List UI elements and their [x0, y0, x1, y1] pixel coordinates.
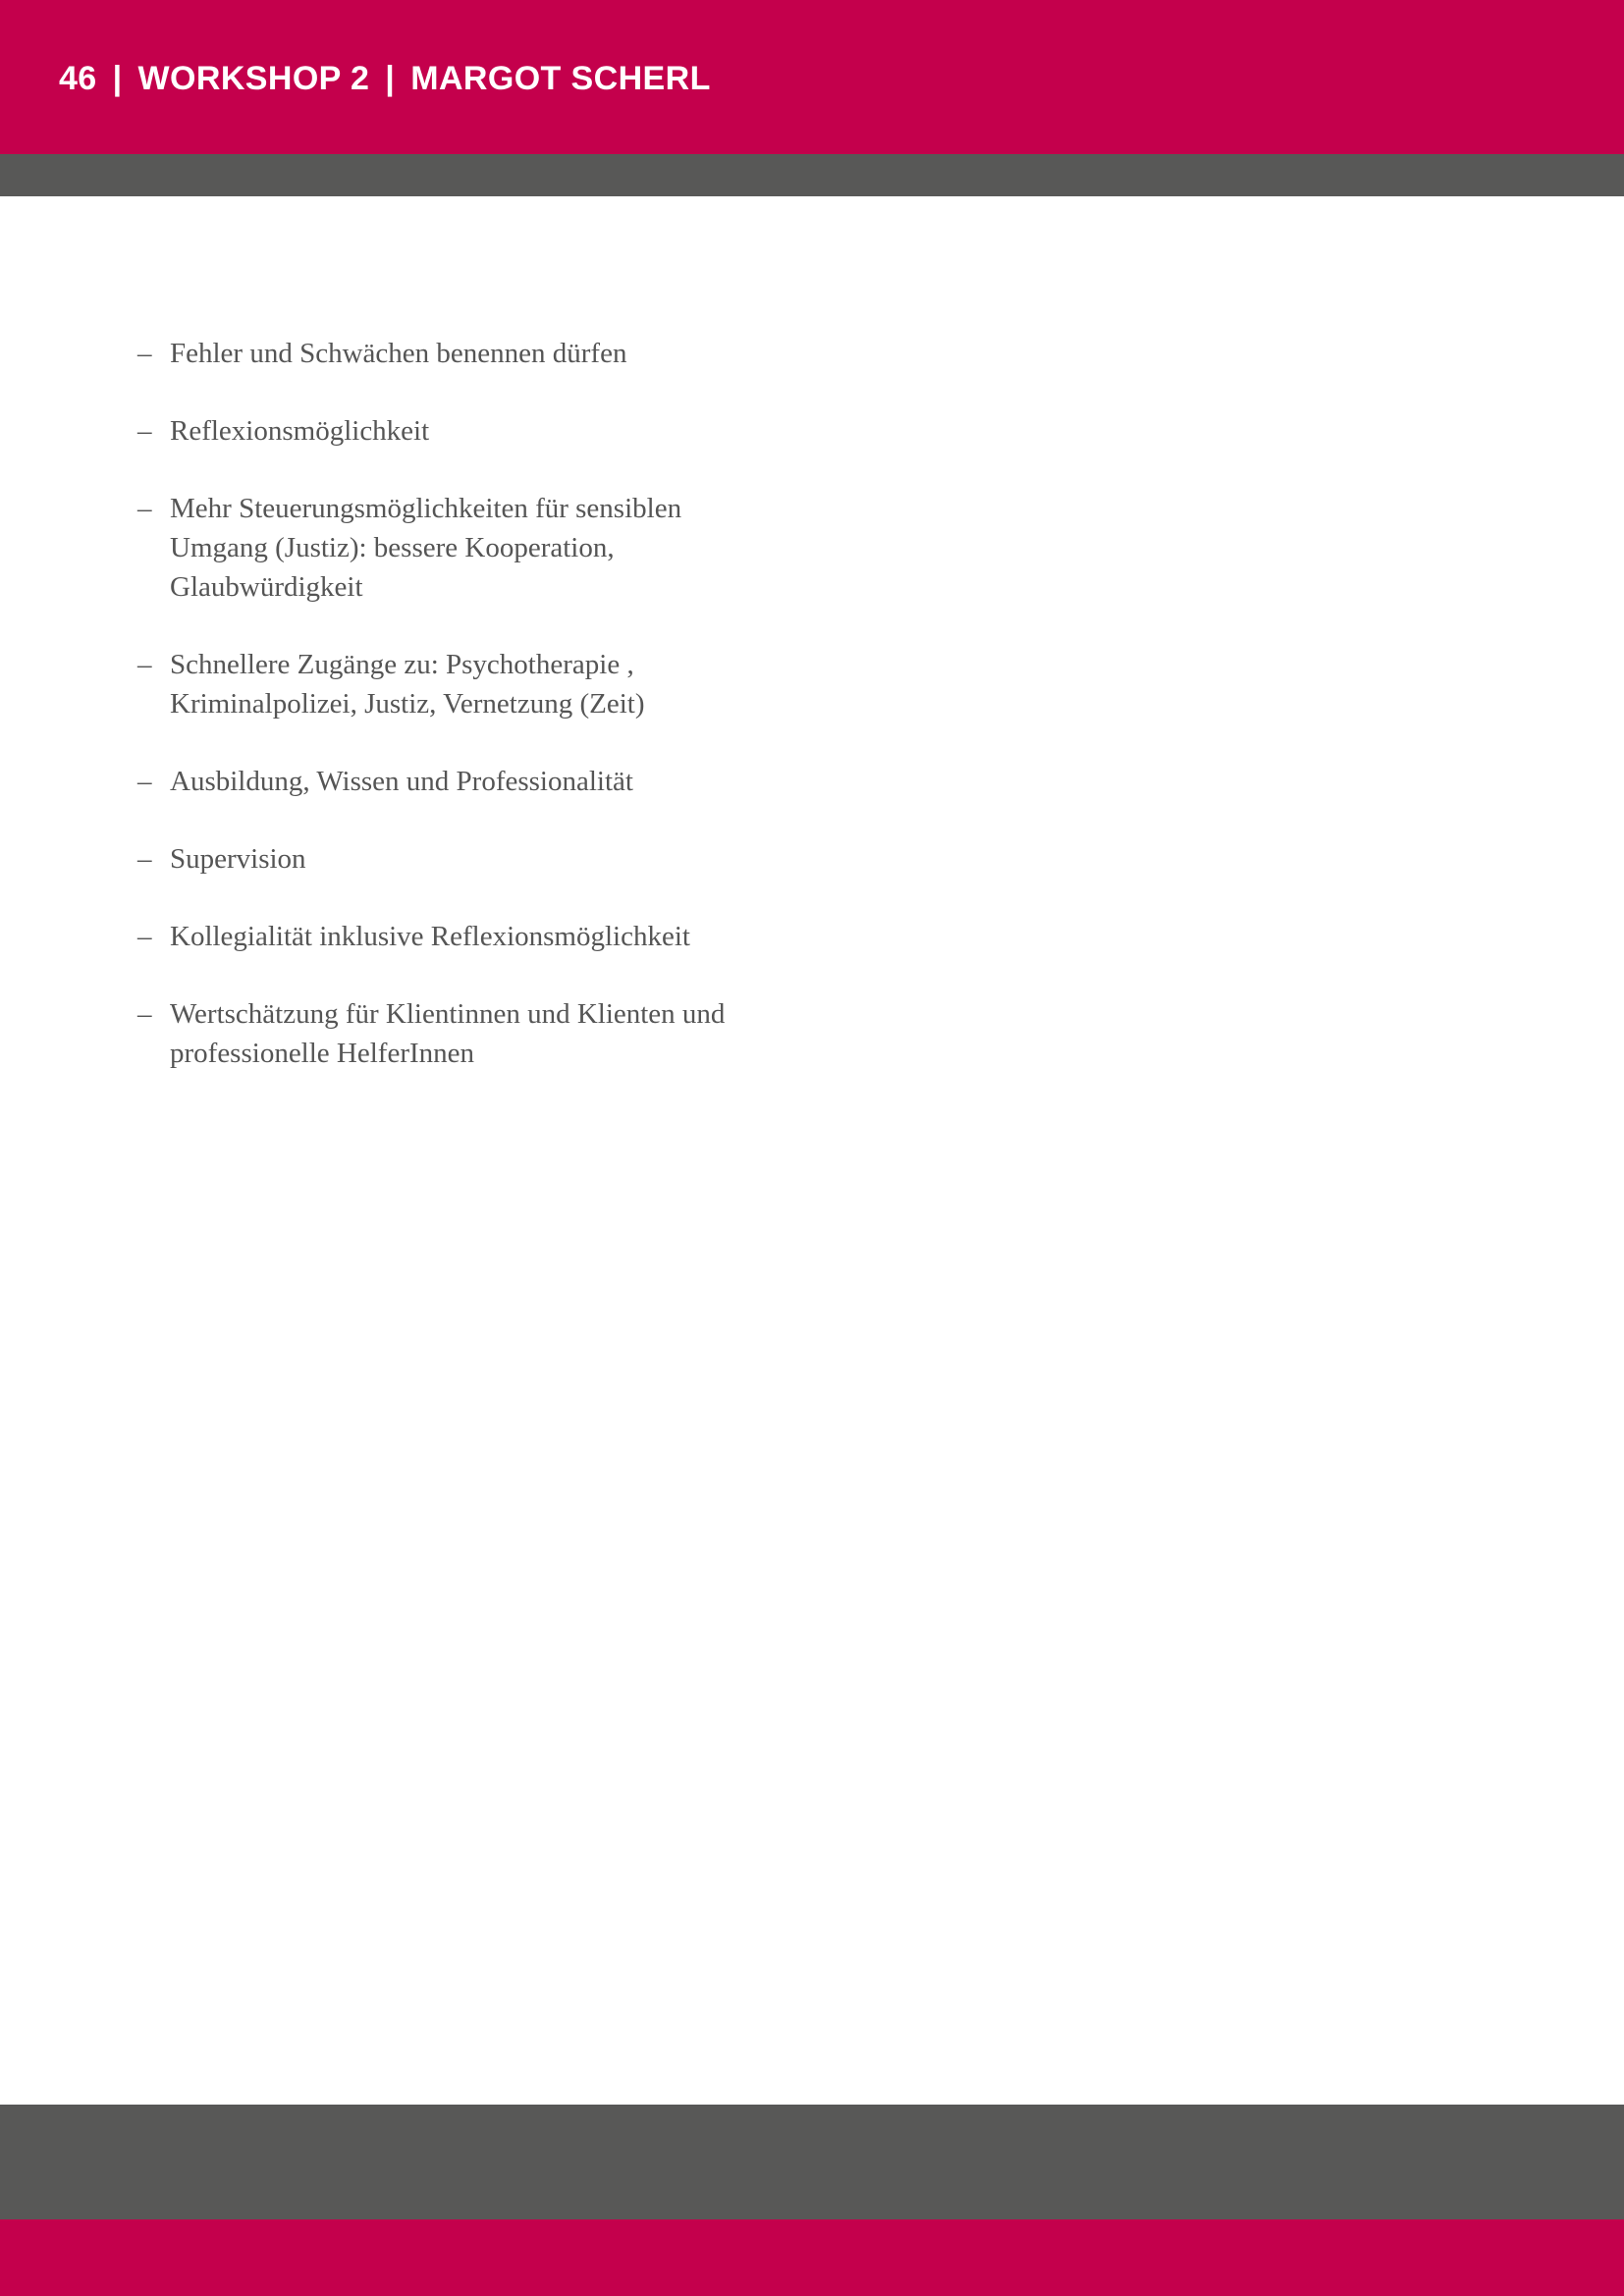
dash-bullet: – [137, 338, 152, 369]
footer-stripe [0, 2105, 1624, 2219]
section-title: WORKSHOP 2 [137, 60, 370, 97]
header-stripe [0, 154, 1624, 196]
dash-bullet: – [137, 843, 152, 875]
bullet-list [137, 334, 785, 1073]
dash-bullet: – [137, 415, 152, 447]
list-item-text: Kollegialität inklusive Reflexionsmöglichkeit [170, 921, 690, 952]
page-number: 46 [59, 60, 97, 97]
header-separator: | [112, 60, 123, 97]
header-separator: | [385, 60, 396, 97]
footer-bar [0, 2219, 1624, 2296]
dash-bullet: – [137, 998, 152, 1030]
list-item-text: Umgang (Justiz): bessere Kooperation, [170, 532, 615, 563]
list-item [137, 411, 785, 451]
dash-bullet: – [137, 493, 152, 524]
list-item-text: Ausbildung, Wissen und Professionalität [170, 766, 633, 797]
list-item-text: Kriminalpolizei, Justiz, Vernetzung (Zeit) [170, 688, 645, 720]
dash-bullet: – [137, 766, 152, 797]
list-item-text: Supervision [170, 843, 306, 875]
list-item [137, 994, 785, 1073]
list-item [137, 839, 785, 879]
list-item-text: Schnellere Zugänge zu: Psychotherapie , [170, 649, 634, 680]
list-item [137, 334, 785, 373]
dash-bullet: – [137, 649, 152, 680]
list-item-text: Glaubwürdigkeit [170, 571, 363, 603]
list-item-text: professionelle HelferInnen [170, 1038, 475, 1069]
list-item [137, 645, 785, 723]
list-item [137, 762, 785, 801]
dash-bullet: – [137, 921, 152, 952]
list-item-text: Reflexionsmöglichkeit [170, 415, 430, 447]
list-item-text: Wertschätzung für Klientinnen und Klienten und [170, 998, 726, 1030]
author-name: MARGOT SCHERL [410, 60, 711, 97]
list-item [137, 917, 785, 956]
page-header-title [59, 55, 711, 102]
list-item-text: Mehr Steuerungsmöglichkeiten für sensiblen [170, 493, 682, 524]
list-item [137, 489, 785, 607]
list-item-text: Fehler und Schwächen benennen dürfen [170, 338, 627, 369]
main-content [137, 334, 785, 1111]
